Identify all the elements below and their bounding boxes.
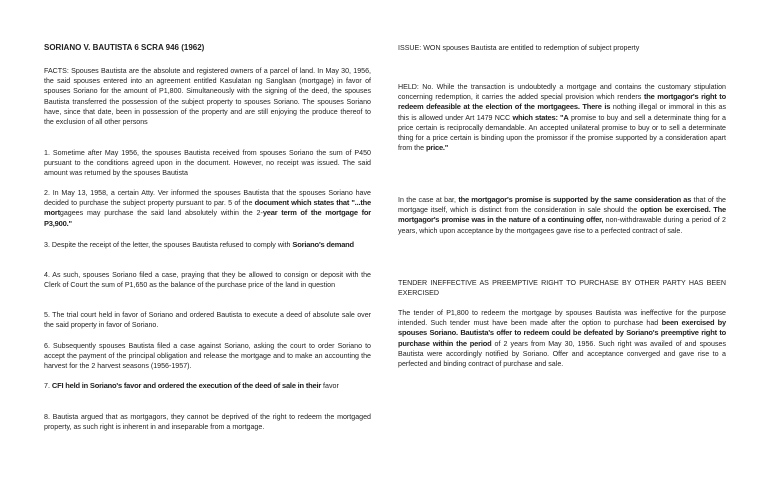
case-title: SORIANO V. BAUTISTA 6 SCRA 946 (1962): [44, 43, 205, 52]
case-text-c: non-withdrawable during a period of 2 years, which upon acceptance by the mortgagees gave rise to a perfected contract of sale.: [398, 216, 727, 235]
fact-item-1: 1. Sometime after May 1956, the spouses Bautista received from spouses Soriano the sum of P450 pursuant to the conditions agreed upon in the document. However, no receipt was issued. The said amount was returned by the spouses Bautista: [44, 149, 371, 178]
tender-heading: TENDER INEFFECTIVE AS PREEMPTIVE RIGHT TO PURCHASE BY OTHER PARTY HAS BEEN EXERCISED: [398, 279, 726, 298]
case-text-b: that of the mortgage itself, which is distinct from the consideration in sale should the: [398, 196, 726, 215]
held-text-b: nothing illegal or immoral in this as this is allowed under Art 1479 NCC: [398, 103, 726, 122]
fact-item-7-emphasis: CFI held in Soriano's favor and ordered the execution of the deed of sale in their: [51, 381, 322, 390]
fact-item-2: [44, 188, 371, 229]
case-text-a: In the case at bar,: [398, 196, 459, 204]
fact-item-8: 8. Bautista argued that as mortgagors, they cannot be deprived of the right to redeem the mortgaged property, as such right is inherent in and inseparable from a mortgage.: [44, 413, 371, 432]
case-emphasis-a: the mortgagor's promise is supported by the same consideration as: [458, 195, 692, 204]
fact-item-5: 5. The trial court held in favor of Soriano and ordered Bautista to execute a deed of absolute sale over the said property in favor of Soriano.: [44, 311, 371, 330]
tender-text-b: of 2 years from May 30, 1956. Such right was availed of and spouses Bautista were accordingly notified by Soriano. Offer and acceptance converged and gave rise to a perfected and binding contract of purchase and sale.: [398, 339, 726, 369]
held-paragraph: [398, 82, 726, 153]
tender-paragraph: [398, 308, 726, 369]
fact-item-3-emphasis: Soriano's demand: [292, 240, 354, 249]
fact-item-7-text: favor: [321, 382, 339, 390]
case-emphasis-b: option be exercised. The mortgagor's promise was in the nature of a continuing offer,: [398, 205, 726, 225]
issue-line: ISSUE: WON spouses Bautista are entitled to redemption of subject property: [398, 44, 640, 52]
held-emphasis-b: which states: "A: [512, 112, 569, 122]
tender-emphasis: been exercised by spouses Soriano. Bautista's offer to redeem could be defeated by Soriano's preemptive right to purchase within the period: [398, 318, 726, 348]
fact-item-7: [44, 381, 339, 391]
facts-paragraph: FACTS: Spouses Bautista are the absolute and registered owners of a parcel of land. In May 30, 1956, the said spouses entered into an agreement entitled Kasulatan ng Sanglaan (mortgage) in favor of spouses Soriano for the amount of P1,800. Simultaneously with the signing of the deed, the spouses Bautista transferred the possession of the subject property to spouses Soriano. The spouses Soriano have, since that date, been in possession of the property and are still enjoying the produce thereof to the exclusion of all other persons: [44, 67, 371, 127]
held-text-a: HELD: No. While the transaction is undoubtedly a mortgage and contains the customary stipulation concerning redemption, it carries the added special provision which renders: [398, 83, 726, 102]
fact-item-6: 6. Subsequently spouses Bautista filed a case against Soriano, asking the court to order Soriano to accept the payment of the principal obligation and release the mortgage and to make an accounting the harvest for the 2 harvest seasons (1956-1957).: [44, 342, 371, 371]
fact-item-2-text-a: 2. In May 13, 1958, a certain Atty. Ver informed the spouses Bautista that the spouses Soriano have decided to purchase the subject property pursuant to par. 5 of the: [44, 189, 371, 208]
fact-item-7-number: 7.: [44, 382, 52, 390]
held-emphasis-c: price.": [426, 143, 449, 153]
fact-item-4: 4. As such, spouses Soriano filed a case, praying that they be allowed to consign or deposit with the Clerk of Court the sum of P1,650 as the balance of the purchase price of the land in question: [44, 271, 371, 290]
fact-item-2-emphasis-b: year term of the mortgage for P3,900.": [44, 208, 371, 228]
tender-text-a: The tender of P1,800 to redeem the mortgage by spouses Bautista was ineffective for the purpose intended. Such tender must have been made after the option to purchase had: [398, 309, 726, 328]
fact-item-3: [44, 240, 354, 250]
held-emphasis-a: the mortgagor's right to redeem defeasible at the election of the mortgagees. There is: [398, 92, 726, 112]
case-at-bar-paragraph: [398, 195, 726, 236]
fact-item-3-text: 3. Despite the receipt of the letter, the spouses Bautista refused to comply with: [44, 241, 293, 249]
fact-item-2-text-b: gagees may purchase the said land absolutely within the 2-: [59, 209, 263, 218]
held-text-c: promise to buy and sell a determinate thing for a price certain is reciprocally demandable. An accepted unilateral promise to buy or to sell a determinate thing for a price certain is binding upon the promissor if the promise supported by a consideration apart from the: [398, 113, 726, 153]
fact-item-2-emphasis-a: document which states that "...the mort: [44, 198, 371, 218]
